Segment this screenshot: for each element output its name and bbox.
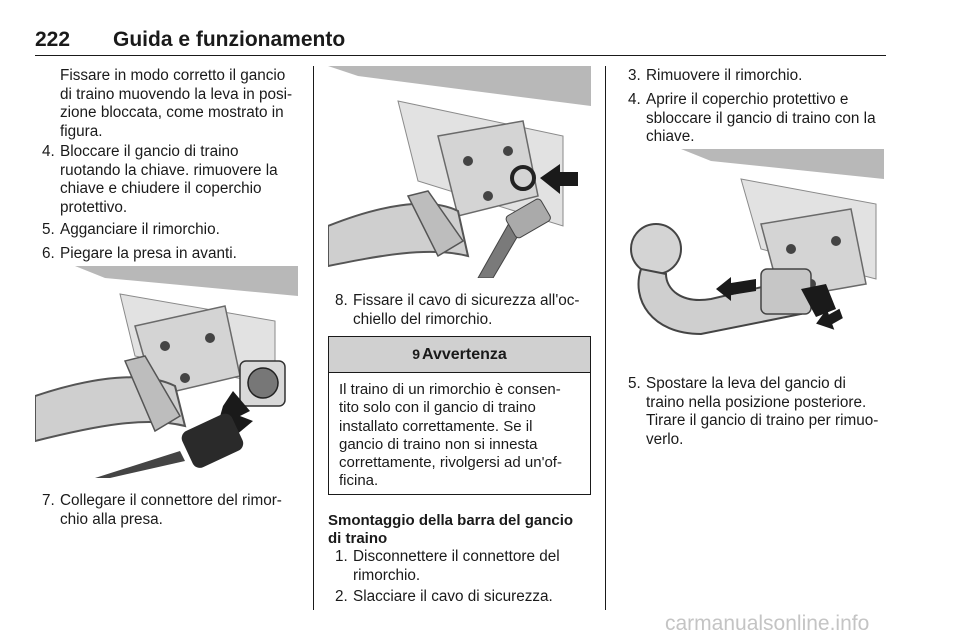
step-number: 7. [42, 492, 55, 509]
page-title: Guida e funzionamento [113, 28, 346, 51]
figure-unlock-towbar [621, 149, 884, 361]
step-number: 1. [335, 548, 348, 565]
page-number: 222 [35, 28, 71, 51]
section-subheading: Smontaggio della barra del gancio di traino [328, 512, 574, 547]
step-text: Spostare la leva del gancio di traino nella posizione posteriore. Tirare il gancio di traino per rimuo-verlo. [646, 375, 879, 448]
figure-socket-connection [35, 266, 298, 478]
step-text: Agganciare il rimorchio. [60, 221, 220, 238]
step-text: Rimuovere il rimorchio. [646, 67, 803, 84]
step-text: Disconnettere il connettore del rimorchio. [353, 548, 560, 584]
warning-icon: 9 [412, 346, 420, 362]
step-number: 4. [628, 91, 641, 108]
header-rule [35, 55, 886, 56]
step-number: 3. [628, 67, 641, 84]
step-text: Collegare il connettore del rimor-chio alla presa. [60, 492, 282, 528]
column-divider-1 [313, 66, 314, 610]
watermark: carmanualsonline.info [665, 612, 870, 635]
step-text: Bloccare il gancio di traino ruotando la chiave. rimuovere la chiave e chiudere il coperchio protettivo. [60, 143, 278, 216]
figure-safety-cable [328, 66, 591, 278]
step-number: 2. [335, 588, 348, 605]
step-text: Slacciare il cavo di sicurezza. [353, 588, 553, 605]
step-text: Aprire il coperchio protettivo e sbloccare il gancio di traino con la chiave. [646, 91, 876, 145]
step-text: Piegare la presa in avanti. [60, 245, 237, 262]
warning-box [328, 336, 591, 495]
step-number: 8. [335, 292, 348, 309]
step-number: 4. [42, 143, 55, 160]
step-text: Fissare il cavo di sicurezza all'oc-chiello del rimorchio. [353, 292, 580, 328]
warning-title: Avvertenza [422, 346, 507, 363]
warning-text: Il traino di un rimorchio è consen-tito solo con il gancio di traino installato correttamente. Se il gancio di traino non si innesta correttamente, rivolgersi ad un'of-ficina. [339, 381, 562, 490]
step-number: 5. [42, 221, 55, 238]
step-number: 5. [628, 375, 641, 392]
step-number: 6. [42, 245, 55, 262]
column-divider-2 [605, 66, 606, 610]
warning-header [329, 337, 590, 373]
intro-paragraph: Fissare in modo corretto il gancio di traino muovendo la leva in posi-zione bloccata, come mostrato in figura. [60, 67, 293, 140]
